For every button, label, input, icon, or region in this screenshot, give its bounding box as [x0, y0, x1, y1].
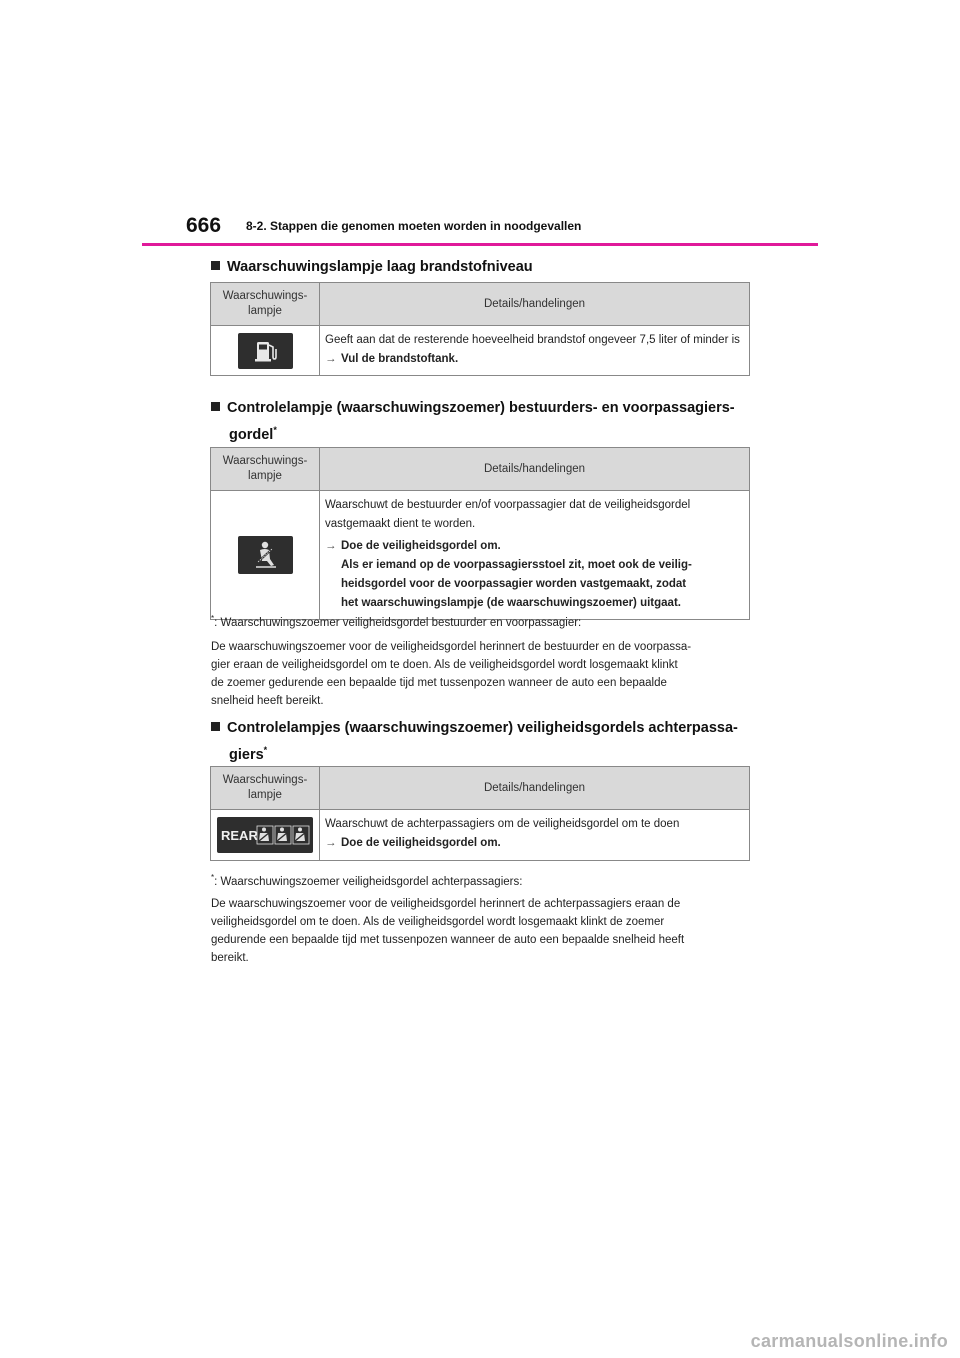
section-heading-rear-belt: Controlelampjes (waarschuwingszoemer) veiligheidsgordels achterpassa- giers* — [211, 717, 738, 766]
asterisk-mark: * — [211, 873, 215, 882]
asterisk-mark: * — [211, 614, 215, 623]
arrow-icon: → — [325, 353, 337, 365]
page-number: 666 — [186, 214, 222, 237]
paragraph-front-belt: De waarschuwingszoemer voor de veiligheidsgordel herinnert de bestuurder en de voorpassa- gier eraan de veiligheidsgordel om te doen. Als de veiligheidsgordel wordt losgemaakt klinkt de zoemer gedurende een bepaalde tijd met tussenpozen wanneer de auto een bepaalde snelheid heeft bereikt. — [211, 641, 692, 707]
column-header-details: Details/handelingen — [320, 767, 750, 810]
footnote-front-belt: *: Waarschuwingszoemer veiligheidsgordel bestuurder en voorpassagier: — [211, 614, 582, 629]
asterisk-mark: * — [273, 425, 277, 435]
square-bullet-icon — [211, 722, 220, 731]
action-text: Doe de veiligheidsgordel om. — [341, 540, 501, 552]
column-header-details: Details/handelingen — [320, 448, 750, 491]
column-header-details: Details/handelingen — [320, 283, 750, 326]
table-header-row — [211, 283, 750, 326]
square-bullet-icon — [211, 402, 220, 411]
details-text: Waarschuwt de bestuurder en/of voorpassagier dat de veiligheidsgordel vastgemaakt dient te worden. — [325, 499, 691, 530]
arrow-icon: → — [325, 540, 337, 552]
table-row — [211, 326, 750, 376]
section-heading-fuel: Waarschuwingslampje laag brandstofniveau — [211, 256, 533, 278]
square-bullet-icon — [211, 261, 220, 270]
asterisk-mark: * — [263, 745, 268, 755]
table-header-row — [211, 448, 750, 491]
table-header-row — [211, 767, 750, 810]
watermark: carmanualsonline.info — [750, 1331, 948, 1351]
details-text: Waarschuwt de achterpassagiers om de veiligheidsgordel om te doen — [325, 818, 680, 830]
paragraph-rear-belt: De waarschuwingszoemer voor de veiligheidsgordel herinnert de achterpassagiers eraan de veiligheidsgordel om te doen. Als de veiligheidsgordel wordt losgemaakt klinkt de zoemer gedurende een bepaalde tijd met tussenpozen wanneer de auto een bepaalde snelheid heeft bereikt. — [211, 898, 685, 964]
fuel-pump-icon — [238, 333, 293, 369]
section-heading-front-belt: Controlelampje (waarschuwingszoemer) bestuurders- en voorpassagiers- gordel* — [211, 397, 735, 446]
details-text: Geeft aan dat de resterende hoeveelheid brandstof ongeveer 7,5 liter of minder is — [325, 334, 740, 346]
chapter-title: 8-2. Stappen die genomen moeten worden in noodgevallen — [246, 219, 582, 233]
table-row — [211, 810, 750, 861]
arrow-icon: → — [325, 837, 337, 849]
column-header-lamp: Waarschuwings- lampje — [211, 767, 320, 810]
svg-text:REAR: REAR — [221, 828, 258, 843]
seatbelt-icon — [238, 536, 293, 574]
rear-seatbelt-icon — [217, 817, 313, 853]
column-header-lamp: Waarschuwings- lampje — [211, 448, 320, 491]
warning-table-front-belt — [210, 447, 750, 620]
table-row: Waarschuwt de bestuurder en/of voorpassagier dat de veiligheidsgordel vastgemaakt dient te worden. → Doe de veiligheidsgordel om. Als er iemand op de voorpassagiersstoel zit, moet ook de veilig- heidsgordel voor de voorpassagier worden vastgemaakt, zodat het waarschuwingslampje (de waarschuwingszoemer) uitgaat. — [211, 491, 750, 620]
action-text: Vul de brandstoftank. — [341, 353, 459, 365]
action-text: Doe de veiligheidsgordel om. — [341, 837, 501, 849]
footnote-rear-belt: *: Waarschuwingszoemer veiligheidsgordel achterpassagiers: — [211, 873, 523, 888]
column-header-lamp: Waarschuwings- lampje — [211, 283, 320, 326]
warning-table-fuel — [210, 282, 750, 376]
warning-table-rear-belt — [210, 766, 750, 861]
header-rule — [142, 243, 818, 246]
